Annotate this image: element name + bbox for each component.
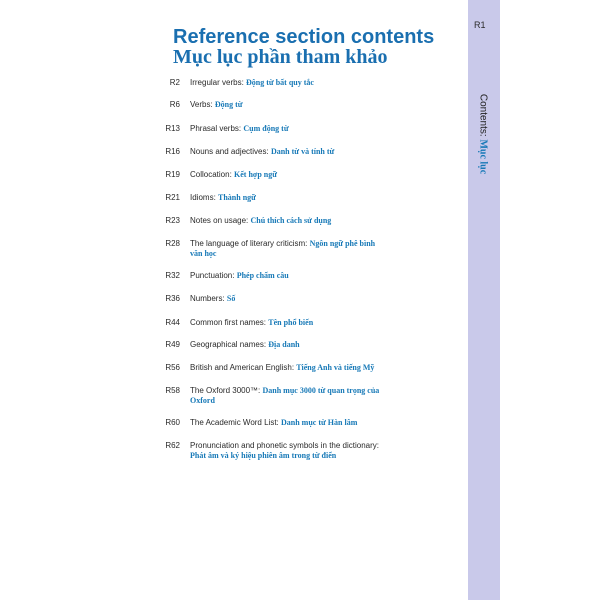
entry-page: R49 bbox=[165, 340, 180, 349]
entry-page: R58 bbox=[165, 386, 180, 395]
entry-page: R28 bbox=[165, 239, 180, 248]
entry-page: R32 bbox=[165, 271, 180, 280]
entry-text bbox=[190, 170, 385, 180]
entry-title-vi: Kết hợp ngữ bbox=[234, 170, 278, 179]
entry-text bbox=[190, 363, 385, 373]
entry-text bbox=[190, 147, 385, 157]
entry-title-vi: Tiếng Anh và tiếng Mỹ bbox=[296, 363, 375, 372]
entry-text bbox=[190, 386, 385, 406]
entry-title-en: Irregular verbs: bbox=[190, 78, 247, 87]
entry-title-en: Notes on usage: bbox=[190, 216, 251, 225]
entry-title-en: British and American English: bbox=[190, 363, 297, 372]
entry-title-vi: Động từ bất quy tắc bbox=[246, 78, 314, 87]
entry-title-en: Collocation: bbox=[190, 170, 235, 179]
entry-title-vi: Danh mục 3000 từ quan trọng của Oxford bbox=[190, 386, 380, 405]
entry-page: R6 bbox=[169, 100, 180, 109]
entry-title-vi: Phát âm và ký hiệu phiên âm trong từ điển bbox=[190, 451, 337, 460]
entry-page: R13 bbox=[165, 124, 180, 133]
entry-title-en: Geographical names: bbox=[190, 340, 269, 349]
entry-text bbox=[190, 294, 385, 304]
side-tab-label bbox=[478, 94, 489, 174]
entry-title-vi: Danh từ và tính từ bbox=[270, 147, 335, 156]
entry-title-en: Punctuation: bbox=[190, 271, 237, 280]
entry-title-en: Nouns and adjectives: bbox=[190, 147, 271, 156]
entry-text bbox=[190, 418, 385, 428]
entry-title-vi: Chú thích cách sử dụng bbox=[250, 216, 332, 225]
entry-text bbox=[190, 193, 385, 203]
entry-page: R23 bbox=[165, 216, 180, 225]
entry-title-en: Phrasal verbs: bbox=[190, 124, 244, 133]
entry-text bbox=[190, 100, 385, 110]
entry-title-vi: Thành ngữ bbox=[218, 193, 256, 202]
entry-text bbox=[190, 441, 385, 461]
entry-title-vi: Cụm động từ bbox=[243, 124, 289, 133]
entry-text bbox=[190, 216, 385, 226]
entry-title-en: Pronunciation and phonetic symbols in the dictionary: bbox=[190, 441, 379, 450]
entry-title-en: Numbers: bbox=[190, 294, 227, 303]
entry-title-vi: Địa danh bbox=[268, 340, 300, 349]
page-number: R1 bbox=[474, 20, 486, 30]
entry-title-en: Common first names: bbox=[190, 318, 269, 327]
entry-page: R60 bbox=[165, 418, 180, 427]
entry-title-vi: Danh mục từ Hàn lâm bbox=[281, 418, 358, 427]
page-title-en: Reference section contents bbox=[173, 26, 435, 48]
entry-title-en: Idioms: bbox=[190, 193, 219, 202]
entry-page: R2 bbox=[169, 78, 180, 87]
entry-text bbox=[190, 239, 385, 259]
entry-text bbox=[190, 340, 385, 350]
entry-page: R16 bbox=[165, 147, 180, 156]
entry-page: R36 bbox=[165, 294, 180, 303]
entry-title-vi: Tên phổ biến bbox=[268, 318, 314, 327]
entry-text bbox=[190, 318, 385, 328]
entry-text bbox=[190, 124, 385, 134]
entry-page: R56 bbox=[165, 363, 180, 372]
entry-page: R44 bbox=[165, 318, 180, 327]
entry-page: R21 bbox=[165, 193, 180, 202]
entry-title-en: The language of literary criticism: bbox=[190, 239, 310, 248]
side-tab-label-en: Contents: bbox=[477, 93, 489, 137]
entry-page: R19 bbox=[165, 170, 180, 179]
entry-title-vi: Số bbox=[226, 294, 236, 303]
side-tab-label-vi: Mục lục bbox=[477, 139, 489, 175]
entry-title-en: The Oxford 3000™: bbox=[190, 386, 263, 395]
entry-page: R62 bbox=[165, 441, 180, 450]
page-title-vi: Mục lục phần tham khảo bbox=[173, 46, 388, 68]
entry-title-vi: Động từ bbox=[214, 100, 243, 109]
side-tab bbox=[468, 0, 500, 600]
entry-title-en: The Academic Word List: bbox=[190, 418, 281, 427]
entry-title-vi: Phép chấm câu bbox=[236, 271, 289, 280]
entry-text bbox=[190, 271, 385, 281]
entry-title-en: Verbs: bbox=[190, 100, 215, 109]
entry-text bbox=[190, 78, 385, 88]
entry-title-vi: Ngôn ngữ phê bình văn học bbox=[190, 239, 376, 258]
